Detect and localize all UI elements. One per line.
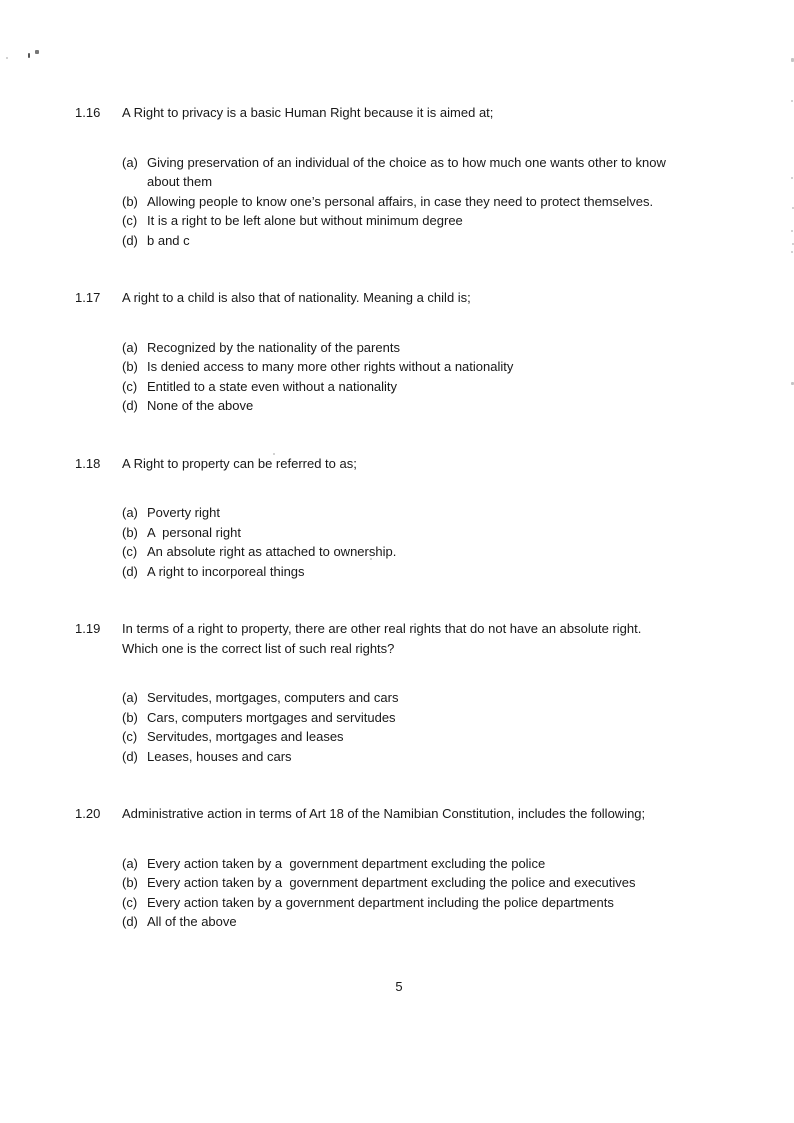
- option-letter: (b): [122, 524, 138, 540]
- scan-speck: [28, 53, 30, 58]
- option-row: [122, 727, 723, 747]
- option-text: A personal right: [147, 524, 241, 540]
- option-letter: (d): [122, 914, 138, 929]
- option-row: [122, 912, 723, 932]
- option-text: Entitled to a state even without a nationality: [147, 378, 398, 394]
- option-text: Giving preservation of an individual of the choice as to how much one wants other to know about them: [147, 154, 666, 189]
- options: [122, 503, 723, 581]
- question-number: 1.16: [75, 105, 101, 120]
- option-text: Allowing people to know one’s personal affairs, in case they need to protect themselves.: [147, 193, 654, 209]
- scan-speck: [791, 100, 793, 102]
- option-letter: (d): [122, 398, 138, 413]
- option-row: [122, 708, 723, 728]
- options: [122, 854, 723, 932]
- question-block: [75, 288, 723, 416]
- option-row: [122, 523, 723, 543]
- option-text: Servitudes, mortgages, computers and cars: [147, 690, 399, 705]
- option-row: [122, 211, 723, 231]
- option-letter: (b): [122, 193, 138, 209]
- option-letter: (c): [122, 378, 138, 394]
- question-number: 1.18: [75, 455, 101, 471]
- scan-speck: [791, 251, 793, 253]
- options: [122, 338, 723, 416]
- option-letter: (a): [122, 855, 138, 871]
- options: [122, 688, 723, 766]
- option-row: [122, 153, 723, 192]
- option-letter: (a): [122, 505, 138, 520]
- option-letter: (b): [122, 359, 138, 374]
- option-text: None of the above: [147, 398, 254, 413]
- question-block: [75, 619, 723, 766]
- questions: [75, 103, 723, 932]
- option-row: [122, 854, 723, 874]
- option-letter: (c): [122, 544, 138, 559]
- option-letter: (c): [122, 213, 138, 228]
- scan-speck: [791, 177, 793, 179]
- option-row: [122, 893, 723, 913]
- option-row: [122, 231, 723, 251]
- option-row: [122, 377, 723, 397]
- scan-speck: [35, 50, 39, 54]
- page-number: 5: [395, 978, 403, 994]
- question-text: A Right to privacy is a basic Human Right because it is aimed at;: [122, 105, 494, 120]
- scan-speck: [6, 57, 8, 59]
- option-text: Poverty right: [147, 505, 220, 520]
- option-row: [122, 396, 723, 416]
- question-number: 1.17: [75, 290, 101, 305]
- option-row: [122, 688, 723, 708]
- option-text: All of the above: [147, 914, 237, 929]
- option-text: b and c: [147, 232, 190, 248]
- option-text: Every action taken by a government department including the police departments: [147, 894, 614, 910]
- question-number: 1.19: [75, 621, 101, 636]
- option-letter: (c): [122, 894, 138, 910]
- option-letter: (b): [122, 875, 138, 890]
- option-letter: (a): [122, 690, 138, 705]
- exam-content: [75, 103, 723, 996]
- question-row: [75, 103, 723, 123]
- option-text: Servitudes, mortgages and leases: [147, 729, 344, 744]
- option-text: A right to incorporeal things: [147, 563, 305, 579]
- option-text: It is a right to be left alone but without minimum degree: [147, 213, 463, 228]
- option-text: Every action taken by a government department excluding the police and executives: [147, 875, 636, 890]
- question-row: [75, 288, 723, 308]
- option-letter: (b): [122, 709, 138, 725]
- question-text: In terms of a right to property, there are other real rights that do not have an absolute right. Which one is the correct list of such real rights?: [122, 621, 642, 656]
- option-row: [122, 192, 723, 212]
- option-text: Leases, houses and cars: [147, 748, 292, 764]
- option-row: [122, 562, 723, 582]
- option-text: Every action taken by a government department excluding the police: [147, 855, 546, 871]
- question-row: [75, 454, 723, 474]
- question-row: [75, 804, 723, 824]
- option-row: [122, 542, 723, 562]
- question-block: [75, 454, 723, 582]
- option-row: [122, 747, 723, 767]
- option-letter: (d): [122, 232, 138, 248]
- options: [122, 153, 723, 251]
- option-row: [122, 503, 723, 523]
- option-letter: (a): [122, 339, 138, 355]
- option-row: [122, 338, 723, 358]
- question-text: Administrative action in terms of Art 18 of the Namibian Constitution, includes the following;: [122, 806, 646, 821]
- option-text: Cars, computers mortgages and servitudes: [147, 709, 396, 725]
- option-text: Is denied access to many more other rights without a nationality: [147, 359, 514, 374]
- option-letter: (d): [122, 563, 138, 579]
- question-block: [75, 103, 723, 250]
- option-letter: (c): [122, 729, 138, 744]
- question-row: [75, 619, 723, 658]
- option-text: An absolute right as attached to ownership.: [147, 544, 397, 559]
- scan-speck: [791, 230, 793, 232]
- option-row: [122, 357, 723, 377]
- option-row: [122, 873, 723, 893]
- option-letter: (d): [122, 748, 138, 764]
- question-text: A Right to property can be referred to as;: [122, 455, 357, 471]
- question-block: [75, 804, 723, 932]
- option-letter: (a): [122, 154, 138, 170]
- option-text: Recognized by the nationality of the parents: [147, 339, 400, 355]
- question-text: A right to a child is also that of nationality. Meaning a child is;: [122, 290, 471, 305]
- question-number: 1.20: [75, 806, 101, 821]
